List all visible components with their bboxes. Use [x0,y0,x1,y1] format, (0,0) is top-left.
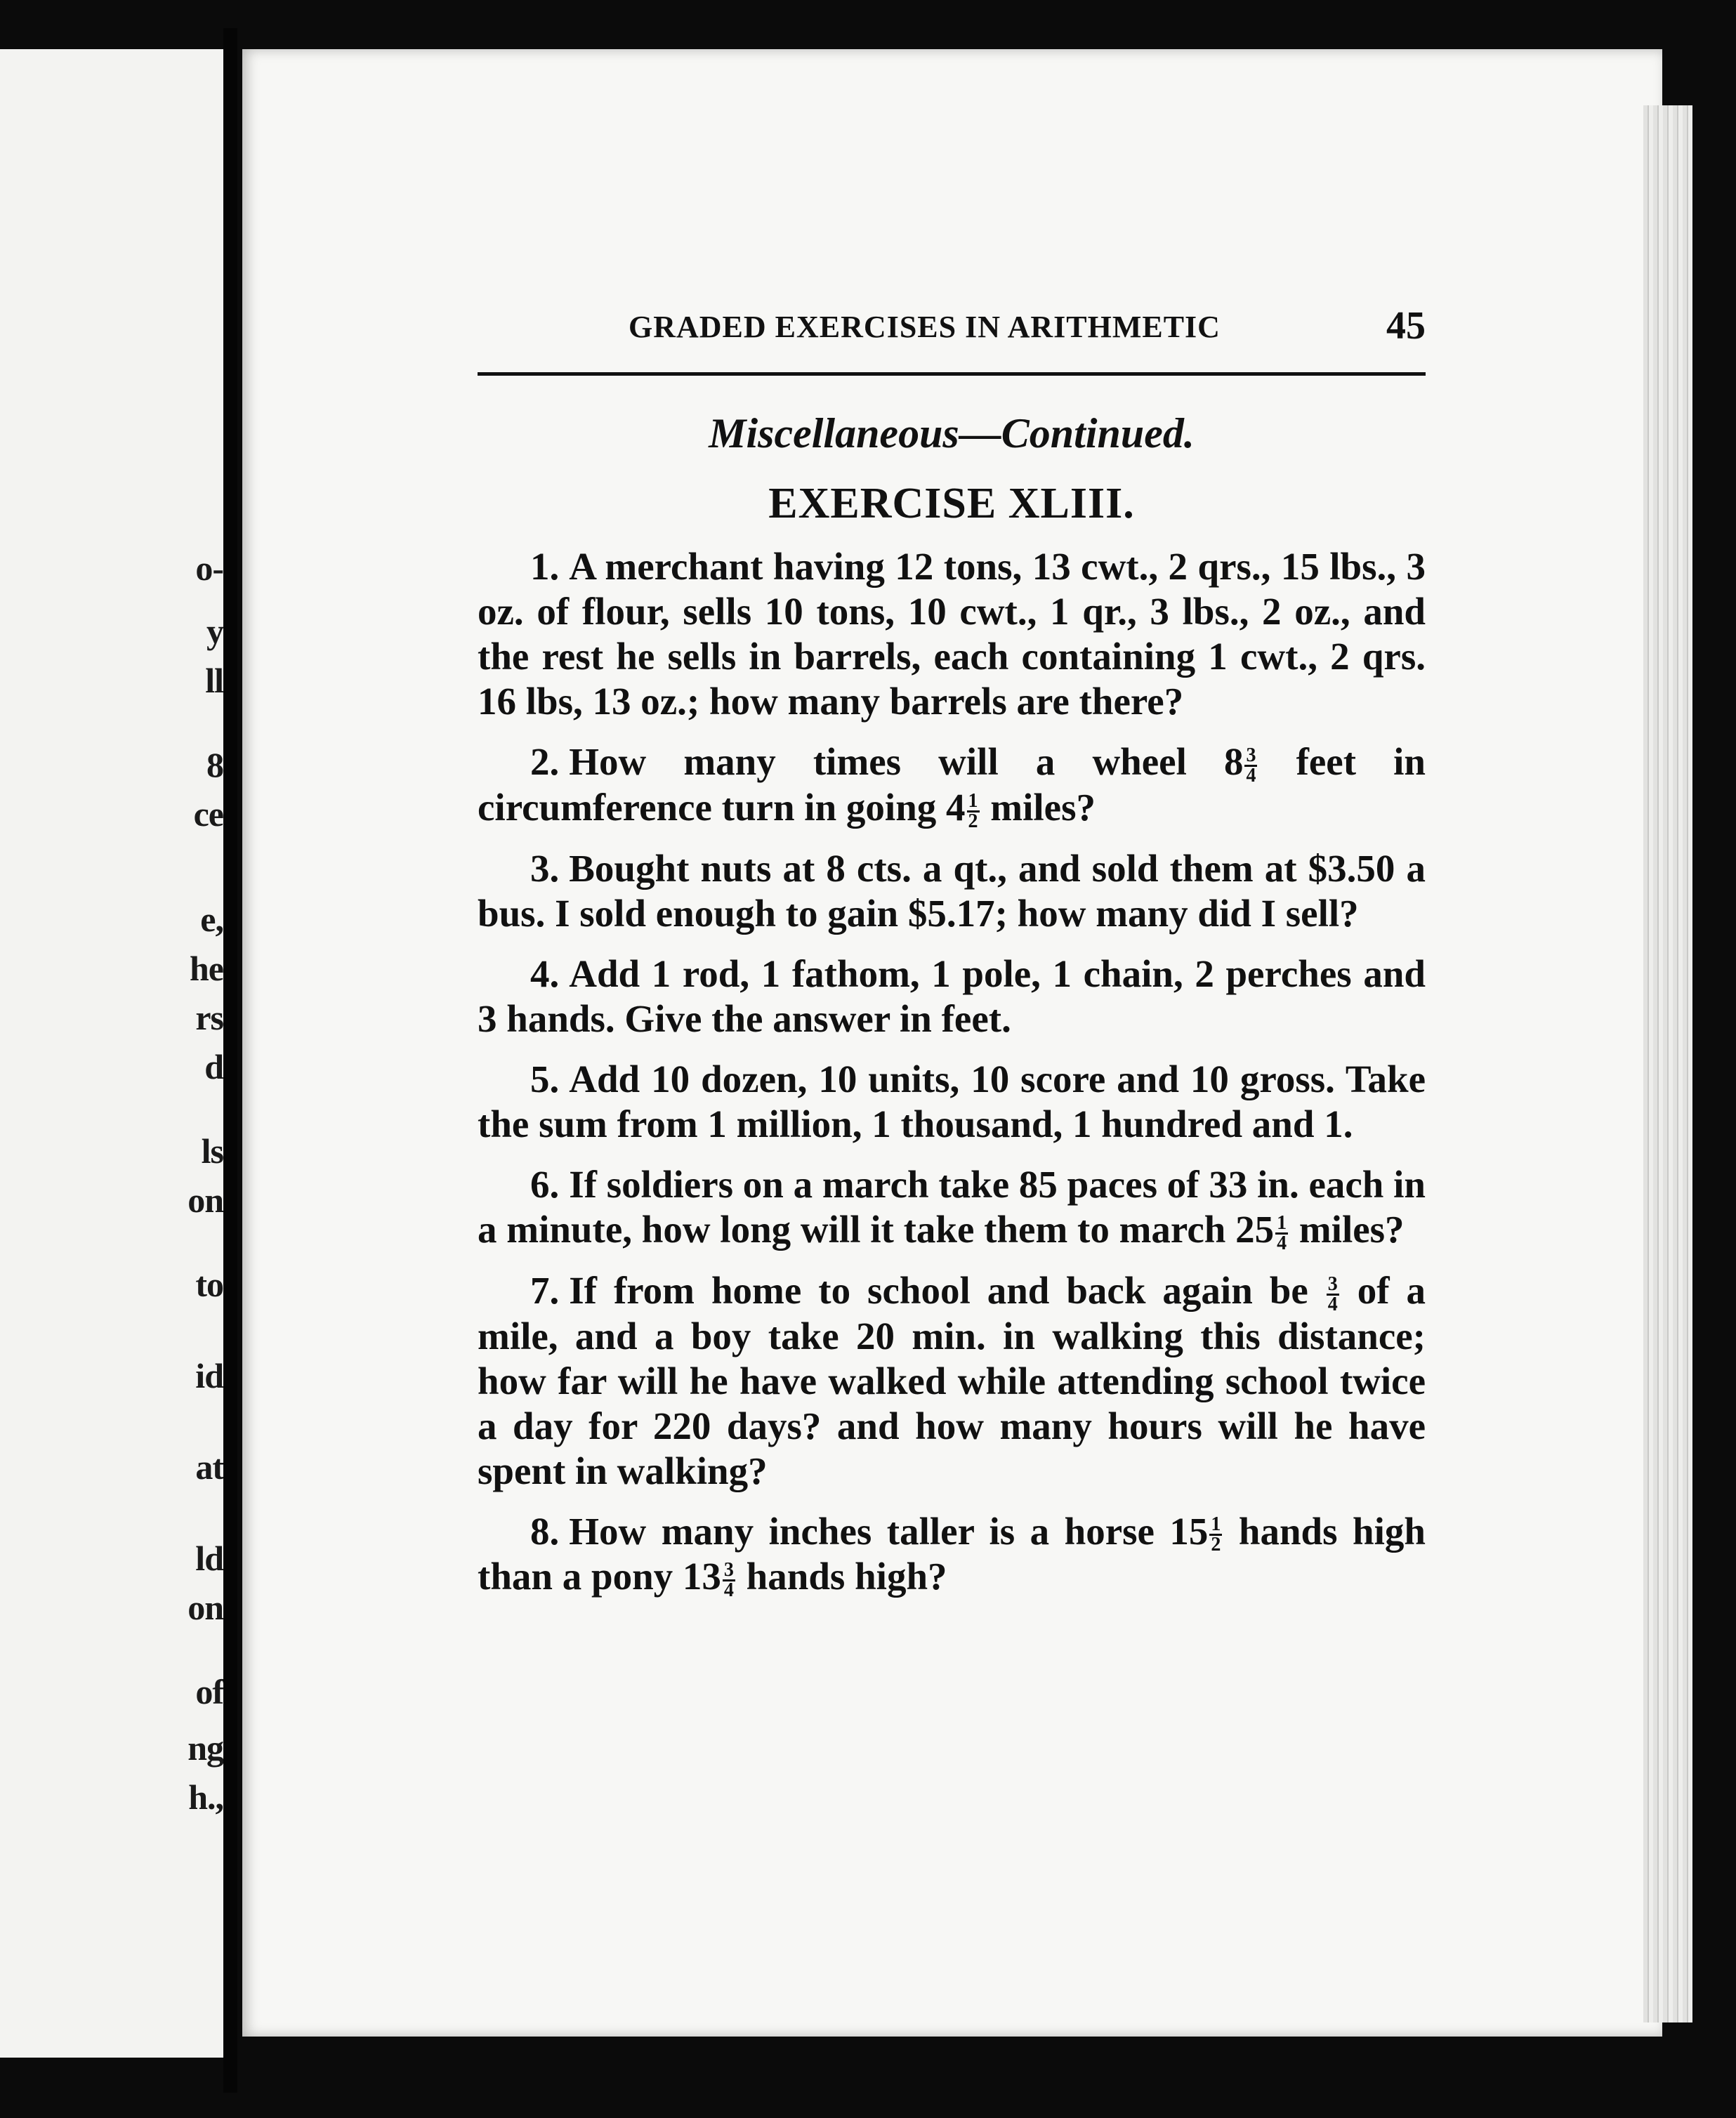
fraction-denominator: 2 [968,810,978,832]
running-head [478,304,1426,365]
fraction-numerator: 3 [1327,1272,1338,1295]
page-number: 45 [1386,304,1426,348]
page-edges [1643,105,1692,2022]
fraction-numerator: 1 [968,789,978,812]
left-page-fragment: h., [188,1777,223,1817]
left-page-fragment: o- [195,548,223,588]
fraction [1244,746,1257,785]
left-page-fragment: e, [200,900,223,939]
problem-number: 3. [530,846,560,890]
fraction-denominator: 4 [1327,1293,1338,1315]
left-page-fragment: y [206,612,223,651]
left-page-fragment: ce [193,794,223,834]
fraction-numerator: 1 [1211,1513,1221,1536]
problem-text: feet in circumference turn in going 4 [478,740,1426,829]
left-page-fragment: 8 [206,745,223,784]
problem-3 [478,846,1426,936]
fraction [1327,1272,1339,1315]
problem-5 [478,1057,1426,1147]
fraction-numerator: 3 [1246,744,1256,766]
problem-4 [478,952,1426,1041]
exercise-title: EXERCISE XLIII. [768,480,1135,527]
problem-number: 5. [530,1057,560,1100]
problem-text: miles? [980,785,1096,829]
problem-text: miles? [1289,1207,1405,1251]
problem-6 [478,1162,1426,1253]
left-page-fragment: ls [201,1131,223,1171]
left-page-fragment: ng [188,1728,223,1768]
fraction [723,1561,735,1600]
header-rule [478,372,1426,376]
left-facing-page [0,49,223,2058]
fraction-numerator: 3 [723,1559,734,1581]
left-page-fragment: at [195,1447,223,1487]
left-page-fragment: he [190,949,223,988]
problem-text: If from home to school and back again be [569,1268,1325,1312]
problem-text: Add 1 rod, 1 fathom, 1 pole, 1 chain, 2 perches and 3 hands. Give the answer in feet. [478,952,1426,1040]
problem-number: 2. [530,740,560,783]
problem-text: hands high? [736,1555,947,1598]
problem-7 [478,1268,1426,1494]
left-page-fragment: ld [195,1539,223,1578]
running-head-title: GRADED EXERCISES IN ARITHMETIC [629,310,1221,344]
problem-number: 7. [530,1268,560,1312]
book-gutter [223,28,237,2093]
fraction-denominator: 4 [1246,764,1256,787]
fraction [967,789,980,832]
left-page-fragment: ll [205,661,223,700]
problem-number: 1. [530,545,560,588]
fraction [1209,1515,1222,1554]
fraction-denominator: 2 [1211,1534,1221,1556]
problem-text: A merchant having 12 tons, 13 cwt., 2 qrs., 15 lbs., 3 oz. of flour, sells 10 tons, 10 cwt., 1 qr., 3 lbs., 2 oz., and the rest he sells in barrels, each containing 1 cwt., 2 qrs. 16 lbs, 13 oz.; how many barrels are there? [478,545,1426,723]
problem-text: Add 10 dozen, 10 units, 10 score and 10 gross. Take the sum from 1 million, 1 thousand, 1 hundred and 1. [478,1057,1426,1145]
problem-number: 4. [530,952,560,995]
problem-text: hands high than a pony 13 [478,1509,1426,1598]
fraction-denominator: 4 [723,1579,734,1602]
problem-number: 8. [530,1509,560,1553]
page-content [478,304,1426,1615]
problem-text: Bought nuts at 8 cts. a qt., and sold them at $3.50 a bus. I sold enough to gain $5.17; how many did I sell? [478,846,1426,935]
problem-2 [478,739,1426,831]
left-page-fragment: id [195,1356,223,1395]
problem-text: How many times will a wheel 8 [569,740,1244,783]
problem-number: 6. [530,1162,560,1206]
section-title: Miscellaneous—Continued. [709,410,1195,456]
problem-text: If soldiers on a march take 85 paces of 33 in. each in a minute, how long will it take them to march 25 [478,1162,1426,1251]
left-page-fragment: of [195,1672,223,1711]
problem-list [478,544,1426,1600]
problem-1 [478,544,1426,724]
fraction [1275,1211,1288,1254]
left-page-fragment: rs [195,998,223,1037]
left-page-fragment: to [195,1265,223,1304]
left-page-fragment: on [188,1588,223,1627]
left-page-fragment: d [204,1047,223,1086]
left-page-fragment: on [188,1180,223,1220]
fraction-numerator: 1 [1277,1211,1287,1234]
problem-8 [478,1509,1426,1600]
fraction-denominator: 4 [1277,1232,1287,1254]
problem-text: of a mile, and a boy take 20 min. in walking this distance; how far will he have walked while attending school twice a day for 220 days? and how many hours will he have spent in walking? [478,1268,1426,1492]
problem-text: How many inches taller is a horse 15 [569,1509,1209,1553]
